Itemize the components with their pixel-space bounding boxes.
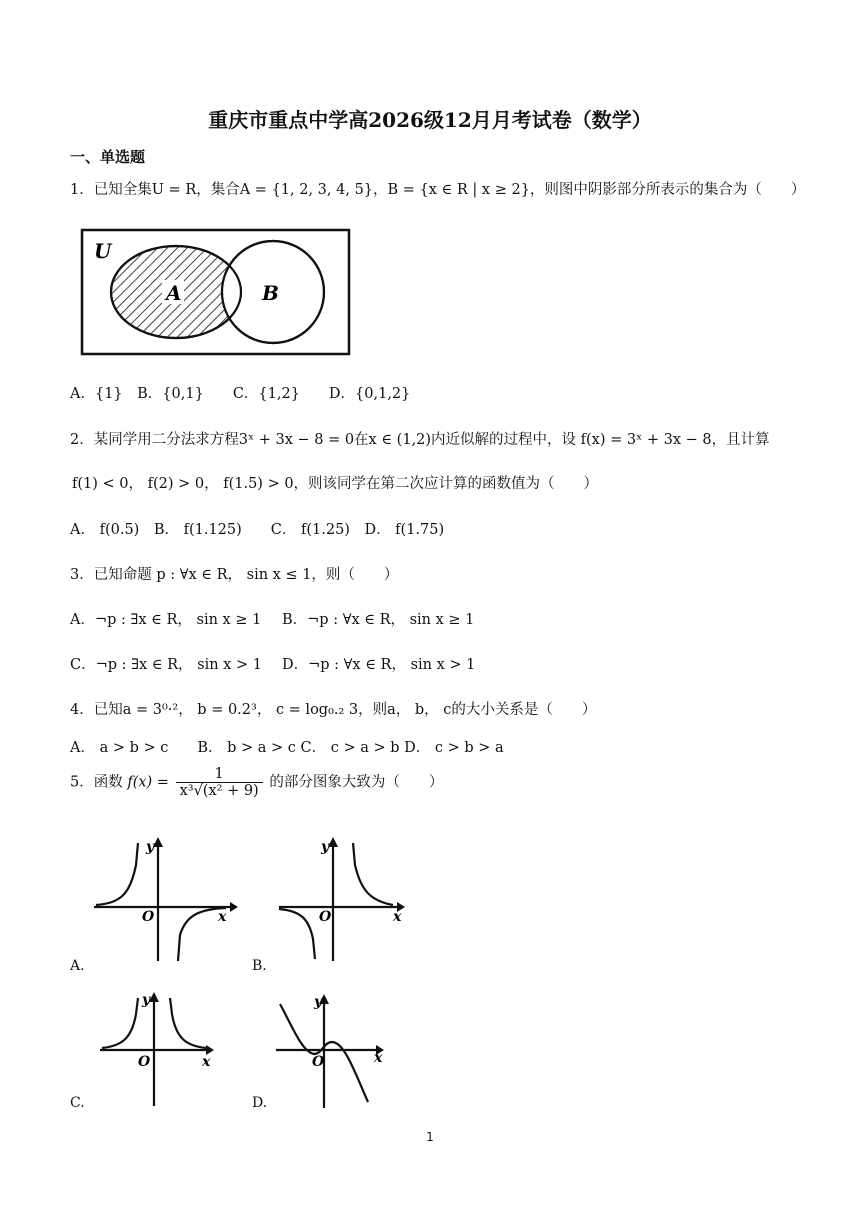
question-3-option-d: D．¬p : ∀x ∈ R， sin x > 1	[282, 657, 476, 673]
question-3-stem: 3．已知命题 p : ∀x ∈ R， sin x ≤ 1，则（ ）	[70, 567, 399, 583]
question-1-stem: 1．已知全集U = R，集合A = {1, 2, 3, 4, 5}，B = {x ∈ R | x ≥ 2}，则图中阴影部分所表示的集合为（ ）	[70, 182, 806, 198]
graph-b-label: B.	[252, 958, 267, 974]
question-5-stem	[70, 766, 443, 799]
venn-diagram	[74, 222, 356, 360]
svg-text:y: y	[146, 839, 155, 855]
svg-text:y: y	[321, 839, 330, 855]
graph-option-a	[90, 835, 240, 965]
svg-text:O: O	[142, 909, 155, 925]
fraction-denominator: x³√(x² + 9)	[179, 783, 259, 799]
graph-d-label: D.	[252, 1095, 268, 1111]
graph-option-c	[96, 988, 226, 1108]
graph-a-label: A.	[70, 958, 85, 974]
question-2-options: A． f(0.5) B． f(1.125) C． f(1.25) D． f(1.75)	[70, 522, 445, 538]
svg-text:x: x	[218, 909, 227, 925]
question-4-stem: 4．已知a = 3⁰·²， b = 0.2³， c = log₀.₂ 3，则a， b， c的大小关系是（ ）	[70, 702, 597, 718]
svg-text:x: x	[202, 1054, 211, 1070]
fraction-numerator: 1	[176, 766, 263, 783]
question-5-prefix: 5．函数	[70, 774, 123, 791]
question-5-function-lhs: f(x) =	[127, 774, 169, 791]
graph-option-b	[275, 835, 425, 965]
question-3-option-a: A．¬p : ∃x ∈ R， sin x ≥ 1	[70, 612, 262, 628]
svg-text:O: O	[312, 1054, 325, 1070]
question-4-options: A． a > b > c B． b > a > c C． c > a > b D． c > b > a	[70, 740, 504, 756]
svg-text:x: x	[393, 909, 402, 925]
svg-text:O: O	[138, 1054, 151, 1070]
universe-label: U	[94, 239, 112, 263]
graph-c-label: C.	[70, 1095, 85, 1111]
section-heading: 一、单选题	[70, 148, 146, 166]
question-1-options: A．{1} B．{0,1} C．{1,2} D．{0,1,2}	[70, 386, 411, 402]
svg-text:x: x	[374, 1050, 383, 1066]
svg-text:y: y	[314, 994, 323, 1010]
set-b-label: B	[262, 281, 279, 305]
question-5-suffix: 的部分图象大致为（ ）	[269, 774, 444, 791]
set-a-label: A	[166, 281, 182, 305]
question-2-stem-line1: 2．某同学用二分法求方程3ˣ + 3x − 8 = 0在x ∈ (1,2)内近似解的过程中，设 f(x) = 3ˣ + 3x − 8，且计算	[70, 432, 770, 448]
question-3-option-b: B．¬p : ∀x ∈ R， sin x ≥ 1	[282, 612, 475, 628]
question-2-stem-line2: f(1) < 0， f(2) > 0， f(1.5) > 0，则该同学在第二次应计算的函数值为（ ）	[72, 476, 599, 492]
svg-text:y: y	[142, 992, 151, 1008]
page-number: 1	[426, 1130, 434, 1144]
graph-option-d	[272, 990, 402, 1110]
svg-text:O: O	[319, 909, 332, 925]
question-5-fraction	[176, 766, 263, 799]
question-3-option-c: C．¬p : ∃x ∈ R， sin x > 1	[70, 657, 262, 673]
page-title: 重庆市重点中学高2026级12月月考试卷（数学）	[208, 108, 652, 132]
